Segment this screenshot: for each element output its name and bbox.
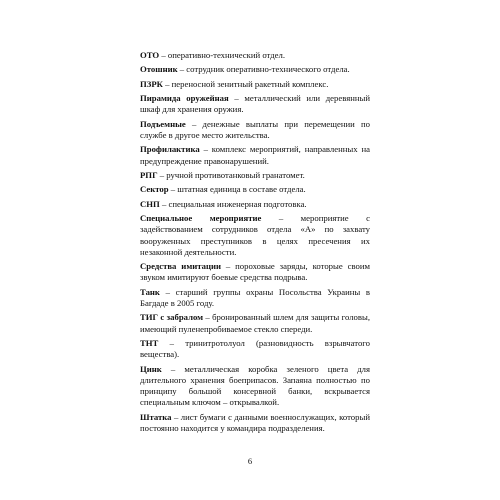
glossary-definition: – тринитротолуол (разновидность взрывчатого вещества). <box>140 337 370 360</box>
glossary-definition: – денежные выплаты при перемещении по службе в другое место жительства. <box>140 118 370 140</box>
glossary-entry-sektor <box>140 184 370 195</box>
glossary-entry-tsink <box>140 364 370 409</box>
glossary-term: ТНТ <box>140 337 159 348</box>
glossary-entry-rpg <box>140 170 370 181</box>
glossary-definition: – металлический или деревянный шкаф для хранения оружия. <box>140 93 370 115</box>
glossary-term: Пирамида оружейная <box>140 93 229 104</box>
glossary-term: ОТО <box>140 50 160 60</box>
glossary-entry-tnt <box>140 338 370 360</box>
glossary-definition: – лист бумаги с данными военнослужащих, который постоянно находится у командира подразделения. <box>140 411 370 433</box>
glossary-definition: – старший группы охраны Посольства Украины в Багдаде в 2005 году. <box>140 286 370 308</box>
glossary-entry-snp <box>140 199 370 210</box>
glossary-term: Профилактика <box>140 144 200 155</box>
glossary-definition: – бронированный шлем для защиты головы, имеющий пуленепробиваемое стекло спереди. <box>140 312 370 334</box>
glossary-entry-oto <box>140 50 370 61</box>
glossary-definition: – переносной зенитный ракетный комплекс. <box>162 78 329 89</box>
glossary-definition: – специальная инженерная подготовка. <box>159 198 307 209</box>
page-number: 6 <box>247 456 253 466</box>
glossary-definition: – оперативно-технический отдел. <box>159 50 286 60</box>
glossary-definition: – пороховые заряды, которые своим звуком имитируют боевые средства подрыва. <box>140 261 371 283</box>
glossary-entry-podemnye <box>140 119 370 141</box>
glossary-term: РПГ <box>140 169 158 180</box>
glossary-definition: – металлическая коробка зеленого цвета для длительного хранения боеприпасов. Запаяна полностью по принципу большой консервной банки, вскрывается специальным ключом – открывалкой. <box>140 363 370 408</box>
glossary-term: Подъемные <box>140 118 186 129</box>
glossary-term: Специальное мероприятие <box>140 213 262 224</box>
glossary-entry-profilaktika <box>140 144 370 166</box>
glossary-list <box>140 50 370 437</box>
glossary-entry-tank <box>140 287 370 309</box>
glossary-entry-otoshnik <box>140 64 370 75</box>
glossary-term: Цинк <box>140 363 162 374</box>
glossary-term: Отошник <box>140 64 178 75</box>
glossary-definition: – штатная единица в составе отдела. <box>168 184 306 195</box>
glossary-entry-spetsmeropriyatie <box>140 213 370 258</box>
glossary-entry-shtatka <box>140 412 370 434</box>
glossary-entry-tig <box>140 312 370 334</box>
glossary-term: Средства имитации <box>140 261 221 272</box>
glossary-term: Сектор <box>140 184 169 195</box>
glossary-definition: – мероприятие с задействованием сотрудников отдела «А» по захвату вооруженных преступников в целях пресечения их незаконной деятельности. <box>140 213 370 257</box>
glossary-entry-sredstva-imitatsii <box>140 261 370 283</box>
glossary-definition: – комплекс мероприятий, направленных на предупреждение правонарушений. <box>140 144 370 166</box>
glossary-term: Танк <box>140 286 160 297</box>
glossary-term: ТИГ с забралом <box>140 312 204 323</box>
glossary-definition: – сотрудник оперативно-технического отдела. <box>177 64 350 75</box>
glossary-term: ПЗРК <box>140 78 163 89</box>
glossary-term: Штатка <box>140 411 172 422</box>
glossary-term: СНП <box>140 198 160 209</box>
glossary-entry-piramida <box>140 93 370 115</box>
glossary-definition: – ручной противотанковый гранатомет. <box>157 169 305 180</box>
glossary-entry-pzrk <box>140 79 370 90</box>
